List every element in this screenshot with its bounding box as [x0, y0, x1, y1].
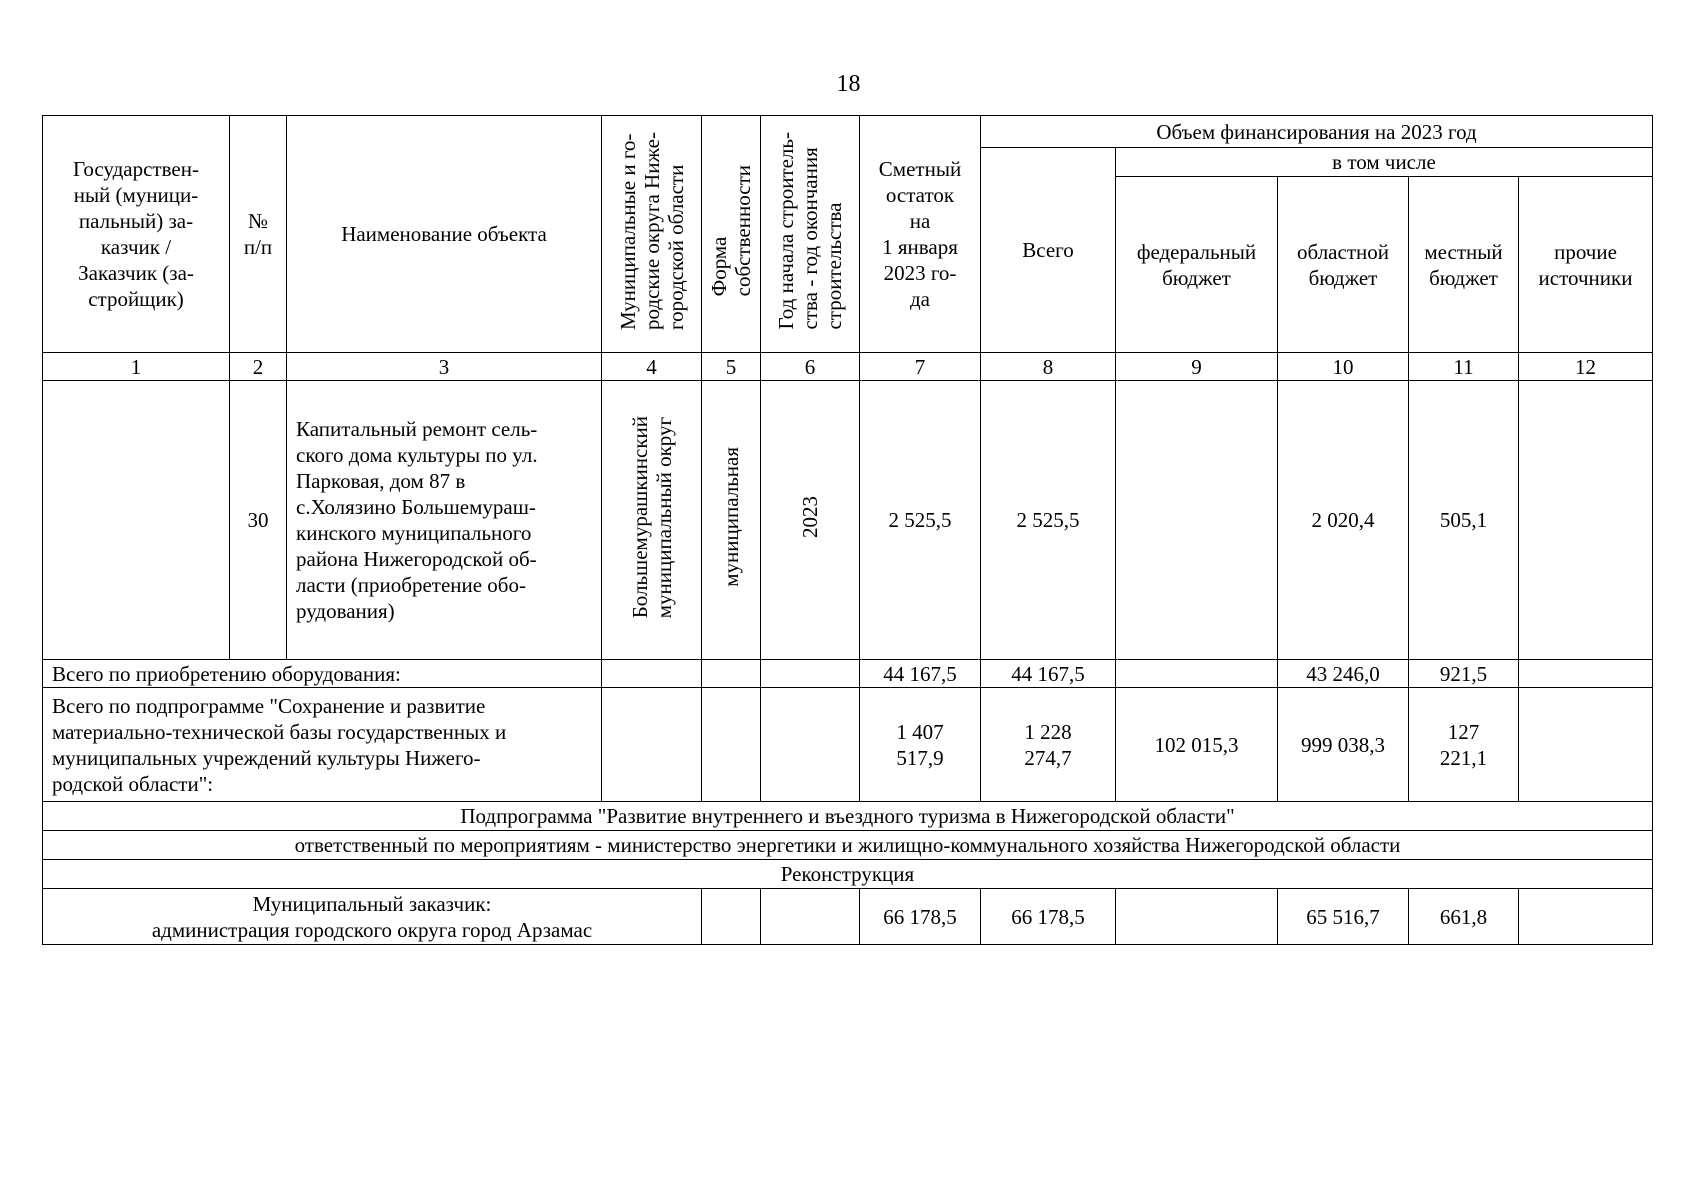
column-number: 4 — [602, 353, 702, 381]
cell-other — [1519, 381, 1653, 660]
column-number: 9 — [1116, 353, 1278, 381]
column-number: 6 — [761, 353, 860, 381]
cell-federal — [1116, 381, 1278, 660]
header-estimate: Сметный остаток на 1 января 2023 го- да — [860, 116, 981, 353]
column-numbers-row — [43, 353, 1653, 381]
table-row — [43, 688, 1653, 802]
cell-regional: 65 516,7 — [1278, 889, 1409, 945]
header-district: Муниципальные и го- родские округа Ниже- городской области — [602, 116, 702, 353]
cell-other — [1519, 688, 1653, 802]
cell-local: 505,1 — [1409, 381, 1519, 660]
column-number: 7 — [860, 353, 981, 381]
column-number: 8 — [981, 353, 1116, 381]
column-number: 2 — [230, 353, 287, 381]
cell-total: 2 525,5 — [981, 381, 1116, 660]
cell-object-name: Капитальный ремонт сель- ского дома культуры по ул. Парковая, дом 87 в с.Холязино Большемураш- кинского муниципального района Нижегородской об- ласти (приобретение обо- рудования) — [287, 381, 602, 660]
header-total: Всего — [981, 148, 1116, 353]
cell-federal — [1116, 660, 1278, 688]
header-number: № п/п — [230, 116, 287, 353]
customer-label: Муниципальный заказчик: администрация городского округа город Арзамас — [43, 889, 702, 945]
column-number: 3 — [287, 353, 602, 381]
table-row — [43, 381, 1653, 660]
cell-regional: 43 246,0 — [1278, 660, 1409, 688]
cell-total: 1 228 274,7 — [981, 688, 1116, 802]
total-equipment-label: Всего по приобретению оборудования: — [43, 660, 602, 688]
header-local: местный бюджет — [1409, 177, 1519, 353]
table-row — [43, 660, 1653, 688]
column-number: 12 — [1519, 353, 1653, 381]
subprogram-title: Подпрограмма "Развитие внутреннего и въездного туризма в Нижегородской области" — [43, 802, 1653, 831]
cell-ownership: муниципальная — [702, 381, 761, 660]
cell-local: 661,8 — [1409, 889, 1519, 945]
table-row — [43, 889, 1653, 945]
total-subprogram-label: Всего по подпрограмме "Сохранение и развитие материально-технической базы государственных и муниципальных учреждений культуры Нижего- родской области": — [43, 688, 602, 802]
page-number: 18 — [836, 71, 861, 97]
column-number: 11 — [1409, 353, 1519, 381]
header-financing-title: Объем финансирования на 2023 год — [981, 116, 1653, 148]
cell-local: 921,5 — [1409, 660, 1519, 688]
cell-customer — [43, 381, 230, 660]
header-object-name: Наименование объекта — [287, 116, 602, 353]
header-years: Год начала строитель- ства - год окончания строительства — [761, 116, 860, 353]
cell-local: 127 221,1 — [1409, 688, 1519, 802]
cell-total: 66 178,5 — [981, 889, 1116, 945]
header-customer: Государствен- ный (муници- пальный) за- казчик / Заказчик (за- стройщик) — [43, 116, 230, 353]
cell-estimate: 1 407 517,9 — [860, 688, 981, 802]
header-regional: областной бюджет — [1278, 177, 1409, 353]
header-federal: федеральный бюджет — [1116, 177, 1278, 353]
cell-estimate: 44 167,5 — [860, 660, 981, 688]
cell-regional: 999 038,3 — [1278, 688, 1409, 802]
column-number: 10 — [1278, 353, 1409, 381]
section-title: Реконструкция — [43, 860, 1653, 889]
cell-other — [1519, 889, 1653, 945]
cell-other — [1519, 660, 1653, 688]
cell-federal — [1116, 889, 1278, 945]
header-ownership: Форма собственности — [702, 116, 761, 353]
cell-years: 2023 — [761, 381, 860, 660]
cell-estimate: 66 178,5 — [860, 889, 981, 945]
cell-estimate: 2 525,5 — [860, 381, 981, 660]
column-number: 1 — [43, 353, 230, 381]
header-other: прочие источники — [1519, 177, 1653, 353]
cell-total: 44 167,5 — [981, 660, 1116, 688]
financing-table — [42, 115, 1653, 945]
cell-regional: 2 020,4 — [1278, 381, 1409, 660]
cell-district: Большемурашкинский муниципальный округ — [602, 381, 702, 660]
column-number: 5 — [702, 353, 761, 381]
cell-federal: 102 015,3 — [1116, 688, 1278, 802]
responsible-line: ответственный по мероприятиям - министерство энергетики и жилищно-коммунального хозяйства Нижегородской области — [43, 831, 1653, 860]
cell-number: 30 — [230, 381, 287, 660]
header-including: в том числе — [1116, 148, 1653, 177]
